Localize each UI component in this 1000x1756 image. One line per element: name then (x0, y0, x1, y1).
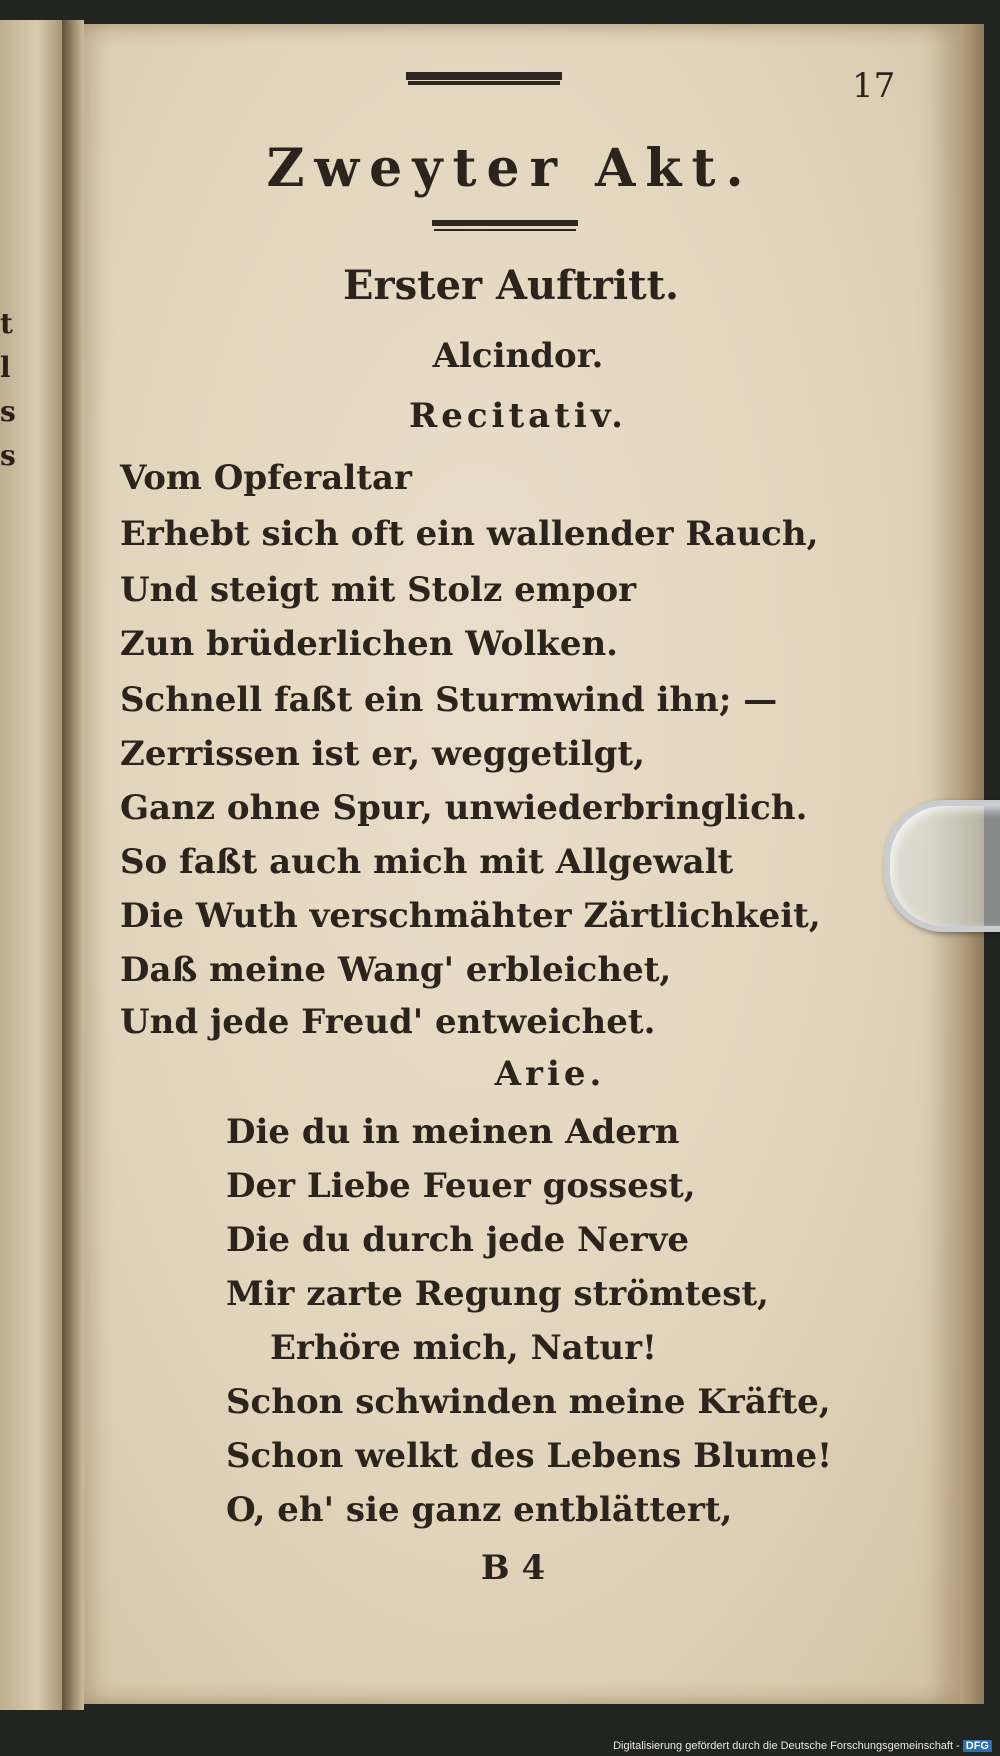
aria-line: Schon welkt des Lebens Blume! (226, 1436, 833, 1476)
recitative-line: Schnell faßt ein Sturmwind ihn; — (120, 680, 778, 720)
recitative-line: Zerrissen ist er, weggetilgt, (120, 734, 645, 774)
page-number: 17 (852, 66, 896, 106)
left-mark: l (0, 351, 11, 384)
aria-heading: Arie. (494, 1054, 606, 1094)
page-clip (884, 800, 1000, 932)
recitative-heading: Recitativ. (408, 396, 628, 436)
left-page-marks (0, 302, 16, 478)
dfg-logo: DFG (963, 1740, 992, 1752)
aria-line: Erhöre mich, Natur! (270, 1328, 657, 1368)
aria-line: Der Liebe Feuer gossest, (226, 1166, 696, 1206)
recitative-line: Vom Opferaltar (120, 458, 412, 498)
recitative-line: Ganz ohne Spur, unwiederbringlich. (120, 788, 808, 828)
left-mark: s (0, 439, 16, 472)
act-title: Zweyter Akt. (266, 138, 754, 199)
scene-title: Erster Auftritt. (343, 262, 679, 309)
recitative-line: Die Wuth verschmähter Zärtlichkeit, (120, 896, 821, 936)
credit-text: Digitalisierung gefördert durch die Deutsche Forschungsgemeinschaft - (613, 1740, 960, 1752)
recitative-line: Zun brüderlichen Wolken. (120, 624, 619, 664)
recitative-line: Daß meine Wang' erbleichet, (120, 950, 672, 990)
character-name: Alcindor. (432, 336, 604, 376)
aria-line: Mir zarte Regung strömtest, (226, 1274, 769, 1314)
recitative-line: Und steigt mit Stolz empor (120, 570, 637, 610)
recitative-line: So faßt auch mich mit Allgewalt (120, 842, 734, 882)
digitization-credit (613, 1740, 992, 1752)
recitative-line: Und jede Freud' entweichet. (120, 1002, 656, 1042)
aria-line: Die du durch jede Nerve (226, 1220, 690, 1260)
recitative-line: Erhebt sich oft ein wallender Rauch, (120, 514, 819, 554)
left-mark: s (0, 395, 16, 428)
signature-mark: B 4 (480, 1548, 546, 1588)
aria-line: O, eh' sie ganz entblättert, (226, 1490, 733, 1530)
middle-ornamental-rule (432, 220, 578, 226)
left-mark: t (0, 307, 13, 340)
top-ornamental-rule (406, 72, 562, 80)
aria-line: Schon schwinden meine Kräfte, (226, 1382, 831, 1422)
aria-line: Die du in meinen Adern (226, 1112, 680, 1152)
